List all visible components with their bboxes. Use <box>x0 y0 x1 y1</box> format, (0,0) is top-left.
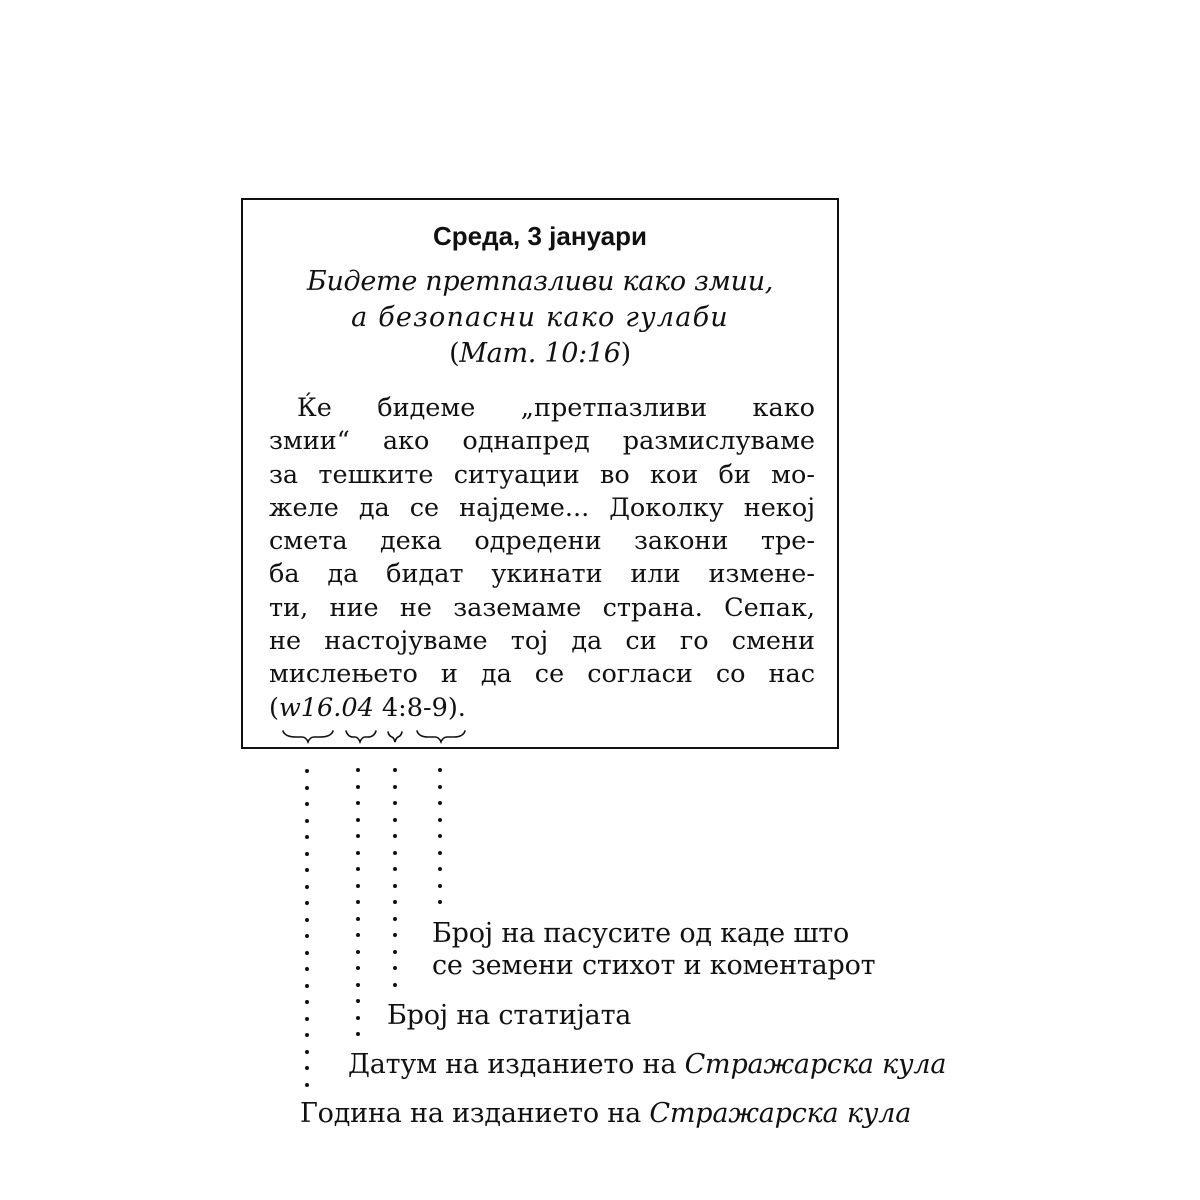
paragraphs-label <box>432 918 875 982</box>
dot <box>438 785 442 789</box>
dot <box>305 951 309 955</box>
dot <box>305 1050 309 1054</box>
dot <box>393 801 397 805</box>
dotted-line-article <box>393 768 397 984</box>
dot <box>356 1032 360 1036</box>
dot <box>305 802 309 806</box>
dot <box>305 852 309 856</box>
dot <box>305 1000 309 1004</box>
dot <box>438 884 442 888</box>
dot <box>356 851 360 855</box>
dot <box>438 818 442 822</box>
body-line: не настојуваме тој да си го смени <box>269 626 815 657</box>
dot <box>305 819 309 823</box>
dot <box>393 966 397 970</box>
issue-date-label <box>348 1049 946 1081</box>
citation-issue: 04 <box>341 692 374 723</box>
dot <box>356 785 360 789</box>
citation-year: w16 <box>278 692 334 723</box>
dot <box>393 785 397 789</box>
ref-text: Мат. 10:16 <box>459 338 621 369</box>
dot <box>305 934 309 938</box>
body-line: смета дека одредени закони тре- <box>269 526 815 557</box>
dot <box>305 868 309 872</box>
dot <box>438 801 442 805</box>
dot <box>393 950 397 954</box>
body-line: желе да се најдеме... Доколку некој <box>269 492 815 523</box>
brace-year-icon <box>283 731 333 742</box>
article-number-label: Број на статијата <box>387 1000 632 1031</box>
dot <box>438 834 442 838</box>
dot <box>356 950 360 954</box>
dot <box>438 867 442 871</box>
dot <box>356 818 360 822</box>
paragraphs-label-line-2: се земени стихот и коментарот <box>432 950 876 981</box>
dot <box>305 769 309 773</box>
dot <box>305 918 309 922</box>
dot <box>305 901 309 905</box>
dot <box>356 966 360 970</box>
dot <box>356 900 360 904</box>
dotted-line-year <box>305 769 309 1085</box>
dot <box>393 933 397 937</box>
dot <box>393 867 397 871</box>
scripture-line-1: Бидете претпазливи како змии, <box>306 266 774 297</box>
dot <box>356 933 360 937</box>
citation-dot: . <box>333 692 342 723</box>
dot <box>305 984 309 988</box>
dot <box>305 1017 309 1021</box>
body-line: Ќе бидеме „претпазливи како <box>297 393 815 423</box>
year-label-title: Стражарска кула <box>649 1098 912 1129</box>
date-heading: Среда, 3 јануари <box>432 221 648 251</box>
dot <box>305 967 309 971</box>
dot <box>438 768 442 772</box>
dot <box>305 1083 309 1087</box>
citation-paragraphs: 8-9 <box>406 692 448 723</box>
dot <box>356 1016 360 1020</box>
dot <box>438 900 442 904</box>
body-line: за тешките ситуации во кои би мо- <box>269 459 815 490</box>
dot <box>393 900 397 904</box>
dot <box>305 1066 309 1070</box>
dot <box>393 834 397 838</box>
body-line: ба да бидат укинати или измене- <box>269 559 815 590</box>
body-line: мислењето и да се согласи со нас <box>269 659 815 690</box>
body-line: ти, ние не заземаме страна. Сепак, <box>269 592 815 623</box>
brace-paragraphs-icon <box>417 731 465 742</box>
dot <box>356 867 360 871</box>
dot <box>393 983 397 987</box>
dot <box>305 885 309 889</box>
citation-colon: : <box>398 692 407 723</box>
issue-label-title: Стражарска кула <box>684 1049 947 1080</box>
dot <box>356 801 360 805</box>
issue-label-prefix: Датум на изданието на <box>348 1049 685 1080</box>
dot <box>393 851 397 855</box>
year-label-prefix: Година на изданието на <box>300 1098 650 1129</box>
dot <box>356 999 360 1003</box>
dotted-line-issue <box>356 768 360 1034</box>
dot <box>305 1033 309 1037</box>
dot <box>393 917 397 921</box>
dot <box>356 884 360 888</box>
brace-issue-icon <box>346 731 376 742</box>
citation-close: ). <box>447 692 466 723</box>
dot <box>393 818 397 822</box>
year-label <box>300 1098 911 1130</box>
dot <box>438 851 442 855</box>
dot <box>356 768 360 772</box>
dot <box>393 884 397 888</box>
dot <box>356 983 360 987</box>
ref-open-paren: ( <box>449 338 460 369</box>
scripture-line-2: а безопасни како гулаби <box>351 302 729 333</box>
body-line: змии“ ако однапред размислуваме <box>269 426 815 457</box>
dot <box>356 917 360 921</box>
dot <box>393 768 397 772</box>
dot <box>305 835 309 839</box>
dot <box>356 834 360 838</box>
ref-close-paren: ) <box>620 338 631 369</box>
dotted-line-paragraphs <box>438 768 442 904</box>
dot <box>305 786 309 790</box>
citation-article: 4 <box>381 692 399 723</box>
paragraphs-label-line-1: Број на пасусите од каде што <box>432 918 850 949</box>
brace-article-icon <box>388 732 402 742</box>
citation-open-paren: ( <box>269 692 279 723</box>
